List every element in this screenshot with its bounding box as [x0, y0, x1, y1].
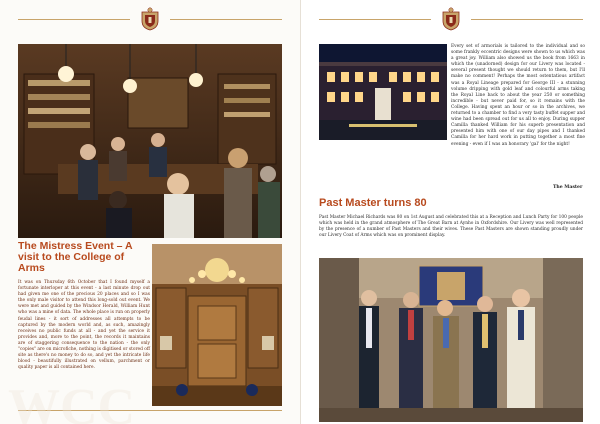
header-rule-left — [18, 19, 130, 20]
header-rule-left — [319, 19, 431, 20]
article-body: It was on Thursday 6th October that I found myself a fortunate interloper at this event - a last minute drop out had given me one of the precious 20 places and so I was the only male visitor to attend this long-sold out event. We were met and guided by the Windsor Herald, William Hunt who was a mine of data. The whole place is run on properly feudal lines - it sort of addresses all attempts to be captured by the modern world and, as such, amazingly receives no public funds at all - and yet the service it provides and, more to the point, the records it maintains are of staggering consequence to the nation - the only "copies" are on microfiche, nothing is digitised or stored off site as there's no money to do so, and yet the intricate life blood - beautifully illustrated on vellum, parchment or quality paper is all contained here. — [18, 280, 150, 371]
coat-of-arms-icon — [140, 7, 160, 31]
right-page — [300, 0, 600, 424]
article-heading: Past Master turns 80 — [319, 197, 427, 209]
article-body: Past Master Michael Richards was 80 on 1st August and celebrated this at a Reception and Lunch Party for 100 people which was held in the grand atmosphere of The Great Barn at Aynho in Oxfordshire. Our Livery was well represented by the presence of a number of Past Masters and their wives. These Past Masters are shown standing proudly under our Livery Coat of Arms which was on prominent display. — [319, 215, 583, 239]
wcc-watermark-icon — [8, 380, 288, 424]
header-rule-right — [170, 19, 282, 20]
svg-text:WCC: WCC — [8, 380, 136, 424]
header-rule-right — [471, 19, 583, 20]
article-continued-text: Every set of armorials is tailored to the individual and so some frankly eccentric designs were shown to us which was a great joy. William also showed us the book from 1663 in which the (unadorned) design for our Livery was located - several present thought we should return to them, but I'll make no comment! Perhaps the most ostentatious artifact was a Royal Lineage prepared for George III - a stunning volume dripping with gold leaf and colourful arms taking the Royal Line back to about the year 250 or something incredible - but never paid for, so it remains with the College. Having spent an hour or so in the archives, we returned to a chamber to find a very tasty buffet supper and wine had been spread out for us all to enjoy. During supper Camilla thanked William for his superb presentation and presented him with one of our day pipes and I thanked Camilla for her hard work in putting together a most fine evening - even if I was an honorary 'gal' for the night! — [451, 44, 585, 147]
college-building-night-photo — [319, 44, 447, 140]
signature: The Master — [553, 185, 583, 190]
article-heading: The Mistress Event – A visit to the College of Arms — [18, 240, 133, 275]
college-visit-photo — [18, 44, 282, 238]
past-masters-photo — [319, 258, 583, 422]
coat-of-arms-icon — [441, 7, 461, 31]
